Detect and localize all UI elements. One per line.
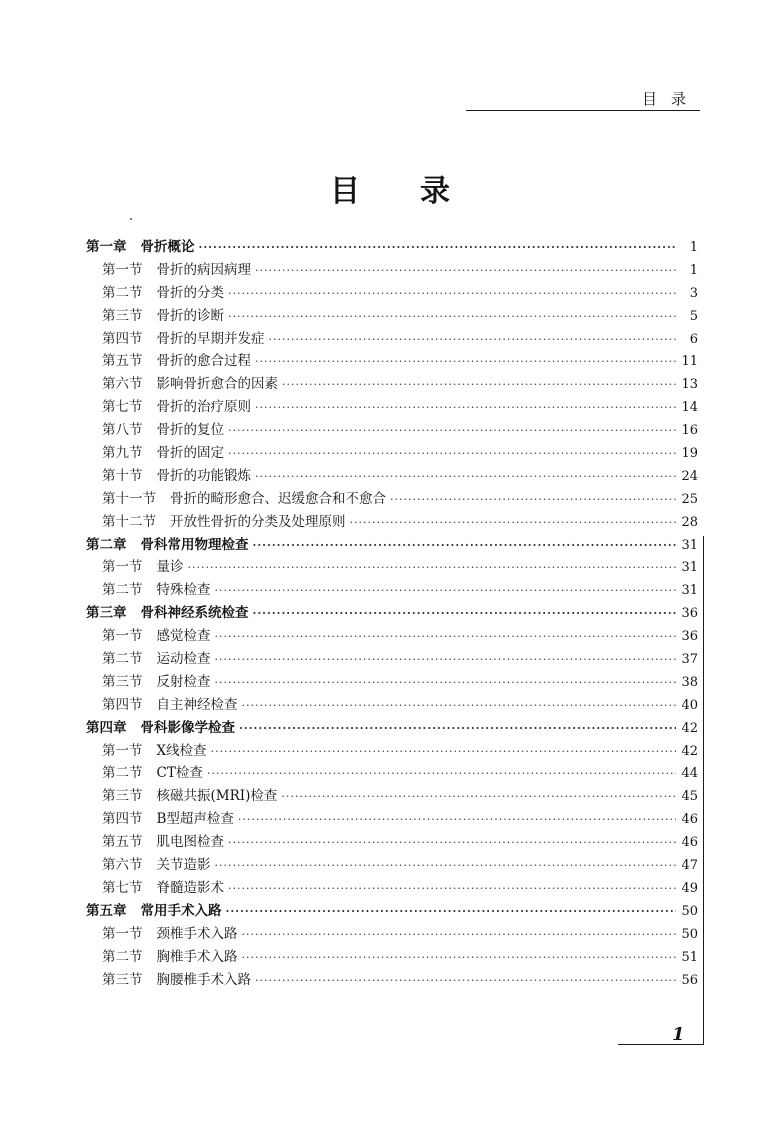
toc-entry-page: 25 bbox=[681, 491, 698, 507]
toc-entry-page: 5 bbox=[689, 308, 698, 324]
dot-leader bbox=[228, 878, 676, 901]
toc-entry-page: 51 bbox=[681, 949, 698, 965]
dot-leader bbox=[211, 741, 676, 764]
dot-leader bbox=[253, 603, 677, 626]
dot-leader bbox=[228, 832, 676, 855]
toc-entry-page: 46 bbox=[681, 835, 698, 851]
toc-entry-number: 第八节 bbox=[102, 422, 143, 439]
dot-leader bbox=[269, 329, 677, 352]
toc-entry-number: 第二节 bbox=[102, 284, 143, 301]
toc-entry-title: 核磁共振(MRI)检查 bbox=[156, 788, 278, 805]
footer-rule bbox=[618, 1044, 704, 1045]
dot-leader bbox=[215, 649, 677, 672]
toc-section-entry bbox=[86, 969, 698, 992]
toc-entry-number: 第一章 bbox=[86, 239, 127, 255]
toc-entry-number: 第十节 bbox=[102, 467, 143, 484]
toc-entry-title: 脊髓造影术 bbox=[156, 879, 224, 896]
dot-leader bbox=[255, 351, 676, 374]
toc-entry-number: 第二节 bbox=[102, 765, 143, 782]
toc-entry-title: 常用手术入路 bbox=[140, 902, 222, 919]
page-number: 1 bbox=[672, 1024, 685, 1045]
toc-section-entry bbox=[86, 946, 698, 969]
toc-entry-title: X线检查 bbox=[156, 742, 207, 759]
toc-entry-number: 第九节 bbox=[102, 445, 143, 462]
dot-leader bbox=[207, 763, 676, 786]
toc-section-entry bbox=[86, 419, 698, 442]
toc-section-entry bbox=[86, 556, 698, 579]
scan-speck bbox=[130, 218, 132, 220]
toc-entry-title: 骨折的诊断 bbox=[156, 307, 224, 324]
toc-entry-number: 第五节 bbox=[102, 353, 143, 370]
toc-entry-title: 骨折概论 bbox=[140, 239, 195, 255]
toc-entry-number: 第十一节 bbox=[102, 490, 156, 507]
header-rule bbox=[466, 110, 700, 111]
dot-leader bbox=[281, 786, 676, 809]
dot-leader bbox=[226, 901, 677, 924]
toc-entry-page: 1 bbox=[689, 240, 698, 255]
toc-section-entry bbox=[86, 808, 698, 831]
toc-section-entry bbox=[86, 442, 698, 465]
toc-entry-number: 第五节 bbox=[102, 834, 143, 851]
toc-section-entry bbox=[86, 625, 698, 648]
toc-entry-title: 骨科神经系统检查 bbox=[140, 605, 249, 622]
toc-section-entry bbox=[86, 831, 698, 854]
toc-entry-number: 第一节 bbox=[102, 742, 143, 759]
page-title: 目录 bbox=[330, 174, 510, 209]
toc-entry-page: 40 bbox=[681, 697, 698, 713]
dot-leader bbox=[390, 489, 676, 512]
toc-entry-page: 36 bbox=[681, 629, 698, 645]
toc-entry-title: 骨折的愈合过程 bbox=[156, 353, 251, 370]
toc-entry-page: 13 bbox=[681, 377, 698, 393]
toc-entry-page: 31 bbox=[681, 537, 698, 553]
toc-entry-number: 第一节 bbox=[102, 261, 143, 278]
toc-entry-title: 骨科影像学检查 bbox=[140, 719, 235, 736]
dot-leader bbox=[255, 260, 676, 283]
dot-leader bbox=[350, 512, 677, 535]
dot-leader bbox=[215, 672, 677, 695]
toc-entry-number: 第七节 bbox=[102, 399, 143, 416]
toc-chapter-entry bbox=[86, 602, 698, 625]
toc-section-entry bbox=[86, 396, 698, 419]
toc-entry-page: 11 bbox=[681, 354, 698, 370]
toc-entry-title: 影响骨折愈合的因素 bbox=[156, 376, 278, 393]
dot-leader bbox=[239, 718, 676, 741]
toc-entry-title: 反射检查 bbox=[156, 673, 211, 690]
toc-entry-page: 28 bbox=[681, 514, 698, 530]
toc-entry-title: 骨折的分类 bbox=[156, 284, 224, 301]
toc-entry-page: 31 bbox=[681, 560, 698, 576]
toc-entry-number: 第六节 bbox=[102, 376, 143, 393]
toc-section-entry bbox=[86, 854, 698, 877]
toc-entry-number: 第四节 bbox=[102, 330, 143, 347]
toc-entry-page: 31 bbox=[681, 583, 698, 599]
toc-chapter-entry bbox=[86, 534, 698, 557]
toc-section-entry bbox=[86, 282, 698, 305]
toc-entry-title: 开放性骨折的分类及处理原则 bbox=[170, 513, 346, 530]
dot-leader bbox=[255, 466, 676, 489]
toc-entry-title: 骨折的早期并发症 bbox=[156, 330, 265, 347]
toc-entry-number: 第七节 bbox=[102, 879, 143, 896]
toc-section-entry bbox=[86, 740, 698, 763]
toc-entry-number: 第一节 bbox=[102, 559, 143, 576]
toc-entry-title: 颈椎手术入路 bbox=[156, 925, 238, 942]
dot-leader bbox=[188, 557, 677, 580]
toc-entry-page: 42 bbox=[681, 743, 698, 759]
toc-entry-page: 38 bbox=[681, 674, 698, 690]
toc-section-entry bbox=[86, 785, 698, 808]
toc-section-entry bbox=[86, 465, 698, 488]
toc-entry-title: 骨折的复位 bbox=[156, 422, 224, 439]
dot-leader bbox=[215, 855, 677, 878]
toc-entry-number: 第十二节 bbox=[102, 513, 156, 530]
toc-entry-page: 46 bbox=[681, 812, 698, 828]
toc-entry-page: 42 bbox=[681, 720, 698, 736]
toc-section-entry bbox=[86, 328, 698, 351]
toc-entry-title: B型超声检查 bbox=[156, 811, 234, 828]
toc-entry-number: 第一节 bbox=[102, 925, 143, 942]
toc-entry-page: 36 bbox=[681, 606, 698, 622]
dot-leader bbox=[253, 535, 677, 558]
toc-entry-title: 运动检查 bbox=[156, 651, 211, 668]
toc-entry-number: 第三节 bbox=[102, 307, 143, 324]
toc-entry-title: 骨折的固定 bbox=[156, 445, 224, 462]
toc-entry-number: 第三节 bbox=[102, 788, 143, 805]
toc-entry-number: 第四章 bbox=[86, 719, 127, 736]
dot-leader bbox=[238, 809, 676, 832]
toc-entry-number: 第五章 bbox=[86, 902, 127, 919]
toc-entry-title: 感觉检查 bbox=[156, 628, 211, 645]
toc-section-entry bbox=[86, 923, 698, 946]
toc-entry-number: 第四节 bbox=[102, 696, 143, 713]
toc-entry-title: 自主神经检查 bbox=[156, 696, 238, 713]
toc-entry-page: 24 bbox=[681, 468, 698, 484]
toc-section-entry bbox=[86, 671, 698, 694]
running-header: 目录 bbox=[641, 90, 700, 108]
dot-leader bbox=[242, 947, 677, 970]
dot-leader bbox=[228, 420, 676, 443]
toc-entry-page: 50 bbox=[681, 926, 698, 942]
dot-leader bbox=[228, 443, 676, 466]
toc-section-entry bbox=[86, 259, 698, 282]
toc-entry-page: 45 bbox=[681, 789, 698, 805]
toc-entry-page: 37 bbox=[681, 652, 698, 668]
toc-entry-number: 第二章 bbox=[86, 536, 127, 553]
dot-leader bbox=[228, 306, 676, 329]
toc-entry-title: 量诊 bbox=[156, 559, 184, 576]
dot-leader bbox=[228, 283, 676, 306]
toc-entry-number: 第四节 bbox=[102, 811, 143, 828]
toc-entry-title: 关节造影 bbox=[156, 857, 211, 874]
toc-entry-number: 第三章 bbox=[86, 605, 127, 622]
toc-entry-page: 44 bbox=[681, 766, 698, 782]
toc-entry-title: 骨折的畸形愈合、迟缓愈合和不愈合 bbox=[170, 490, 386, 507]
toc-entry-page: 6 bbox=[689, 331, 698, 347]
dot-leader bbox=[242, 924, 677, 947]
toc-entry-number: 第三节 bbox=[102, 673, 143, 690]
dot-leader bbox=[199, 237, 677, 260]
dot-leader bbox=[282, 374, 676, 397]
toc-entry-title: 胸椎手术入路 bbox=[156, 948, 238, 965]
toc-section-entry bbox=[86, 350, 698, 373]
toc-entry-page: 50 bbox=[681, 903, 698, 919]
toc-section-entry bbox=[86, 762, 698, 785]
toc-entry-title: 胸腰椎手术入路 bbox=[156, 971, 251, 988]
toc-section-entry bbox=[86, 488, 698, 511]
toc-entry-page: 16 bbox=[681, 423, 698, 439]
toc-entry-title: 骨折的病因病理 bbox=[156, 261, 251, 278]
toc-entry-number: 第二节 bbox=[102, 651, 143, 668]
side-rule bbox=[703, 536, 704, 1044]
toc-chapter-entry bbox=[86, 236, 698, 259]
toc-entry-title: 骨折的治疗原则 bbox=[156, 399, 251, 416]
toc-entry-number: 第六节 bbox=[102, 857, 143, 874]
toc-entry-page: 14 bbox=[681, 400, 698, 416]
toc-section-entry bbox=[86, 648, 698, 671]
toc-section-entry bbox=[86, 877, 698, 900]
toc-entry-title: CT检查 bbox=[156, 765, 203, 782]
toc-section-entry bbox=[86, 511, 698, 534]
toc-entry-page: 47 bbox=[681, 858, 698, 874]
dot-leader bbox=[255, 970, 676, 993]
toc-entry-title: 特殊检查 bbox=[156, 582, 211, 599]
dot-leader bbox=[242, 695, 677, 718]
toc-entry-number: 第二节 bbox=[102, 582, 143, 599]
toc-entry-title: 骨科常用物理检查 bbox=[140, 536, 249, 553]
toc-entry-page: 19 bbox=[681, 446, 698, 462]
toc-entry-page: 56 bbox=[681, 972, 698, 988]
toc-entry-page: 3 bbox=[689, 285, 698, 301]
toc-section-entry bbox=[86, 373, 698, 396]
toc-entry-number: 第二节 bbox=[102, 948, 143, 965]
toc-section-entry bbox=[86, 579, 698, 602]
toc-entry-page: 49 bbox=[681, 880, 698, 896]
toc-section-entry bbox=[86, 305, 698, 328]
toc-entry-number: 第三节 bbox=[102, 971, 143, 988]
toc-entry-title: 肌电图检查 bbox=[156, 834, 224, 851]
dot-leader bbox=[215, 626, 677, 649]
toc-entry-number: 第一节 bbox=[102, 628, 143, 645]
toc-entry-page: 1 bbox=[689, 262, 698, 278]
dot-leader bbox=[215, 580, 677, 603]
toc-chapter-entry bbox=[86, 717, 698, 740]
toc-section-entry bbox=[86, 694, 698, 717]
toc-entry-title: 骨折的功能锻炼 bbox=[156, 467, 251, 484]
table-of-contents bbox=[86, 236, 698, 991]
toc-chapter-entry bbox=[86, 900, 698, 923]
dot-leader bbox=[255, 397, 676, 420]
